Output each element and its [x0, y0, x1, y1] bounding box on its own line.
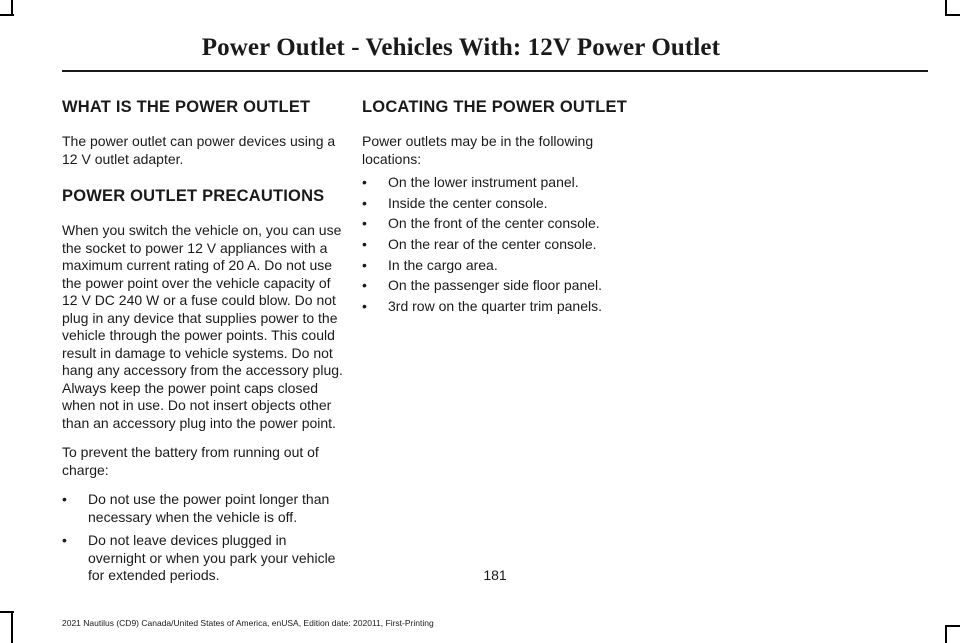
list-item-text: On the front of the center console.	[388, 215, 600, 232]
page-number: 181	[483, 567, 507, 583]
bullet-icon: •	[362, 174, 367, 190]
bullet-icon: •	[62, 532, 67, 548]
section-paragraph: Power outlets may be in the following locations:	[362, 133, 594, 167]
bullet-icon: •	[362, 194, 367, 211]
crop-mark	[11, 611, 13, 643]
section-paragraph: When you switch the vehicle on, you can use the socket to power 12 V appliances with a maximum current rating of 20 A. Do not use the power point over the vehicle capacity of 12 V DC 240 W or a fuse could blow. Do not plug in any device that supplies power to the vehicle through the power points. This could result in damage to vehicle systems. Do not hang any accessory from the accessory plug. Always keep the power point caps closed when not in use. Do not insert objects other than an accessory plug into the power point.	[62, 222, 343, 431]
section-heading-locating: LOCATING THE POWER OUTLET	[362, 98, 628, 116]
bullet-icon: •	[362, 277, 367, 294]
list-item-text: On the passenger side floor panel.	[388, 277, 603, 294]
list-item	[362, 257, 644, 275]
right-column	[362, 97, 644, 319]
bullet-icon: •	[362, 236, 367, 253]
list-item	[62, 491, 344, 526]
bullet-icon: •	[362, 298, 367, 315]
crop-mark	[0, 611, 14, 613]
location-list	[362, 174, 644, 316]
header-divider	[62, 70, 928, 72]
list-item-text: In the cargo area.	[388, 256, 498, 273]
left-column	[62, 97, 344, 591]
crop-mark	[0, 14, 14, 16]
list-item-text: Do not use the power point longer than necessary when the vehicle is off.	[88, 491, 330, 525]
list-item	[362, 277, 644, 295]
list-item-text: Inside the center console.	[388, 194, 548, 211]
section-paragraph: To prevent the battery from running out of charge:	[62, 444, 319, 478]
list-item-text: On the lower instrument panel.	[388, 174, 579, 190]
bullet-icon: •	[62, 491, 67, 507]
crop-mark	[945, 14, 960, 16]
list-item-text: Do not leave devices plugged in overnight or when you park your vehicle for extended periods.	[88, 532, 336, 583]
crop-mark	[11, 0, 13, 14]
section-heading-precautions: POWER OUTLET PRECAUTIONS	[62, 187, 325, 205]
list-item	[362, 215, 644, 233]
footer-edition-info: 2021 Nautilus (CD9) Canada/United States of America, enUSA, Edition date: 202011, First-Printing	[62, 618, 434, 628]
crop-mark	[945, 625, 960, 627]
crop-mark	[945, 0, 947, 14]
list-item	[362, 195, 644, 213]
list-item-text: On the rear of the center console.	[388, 236, 597, 253]
bullet-icon: •	[362, 215, 367, 232]
list-item	[362, 298, 644, 316]
list-item	[362, 236, 644, 254]
list-item	[362, 174, 644, 192]
section-paragraph: The power outlet can power devices using a 12 V outlet adapter.	[62, 133, 336, 167]
list-item-text: 3rd row on the quarter trim panels.	[388, 298, 602, 315]
bullet-icon: •	[362, 256, 367, 273]
crop-mark	[945, 625, 947, 643]
page-title: Power Outlet - Vehicles With: 12V Power Outlet	[201, 34, 720, 61]
section-heading-what-is: WHAT IS THE POWER OUTLET	[62, 98, 311, 116]
